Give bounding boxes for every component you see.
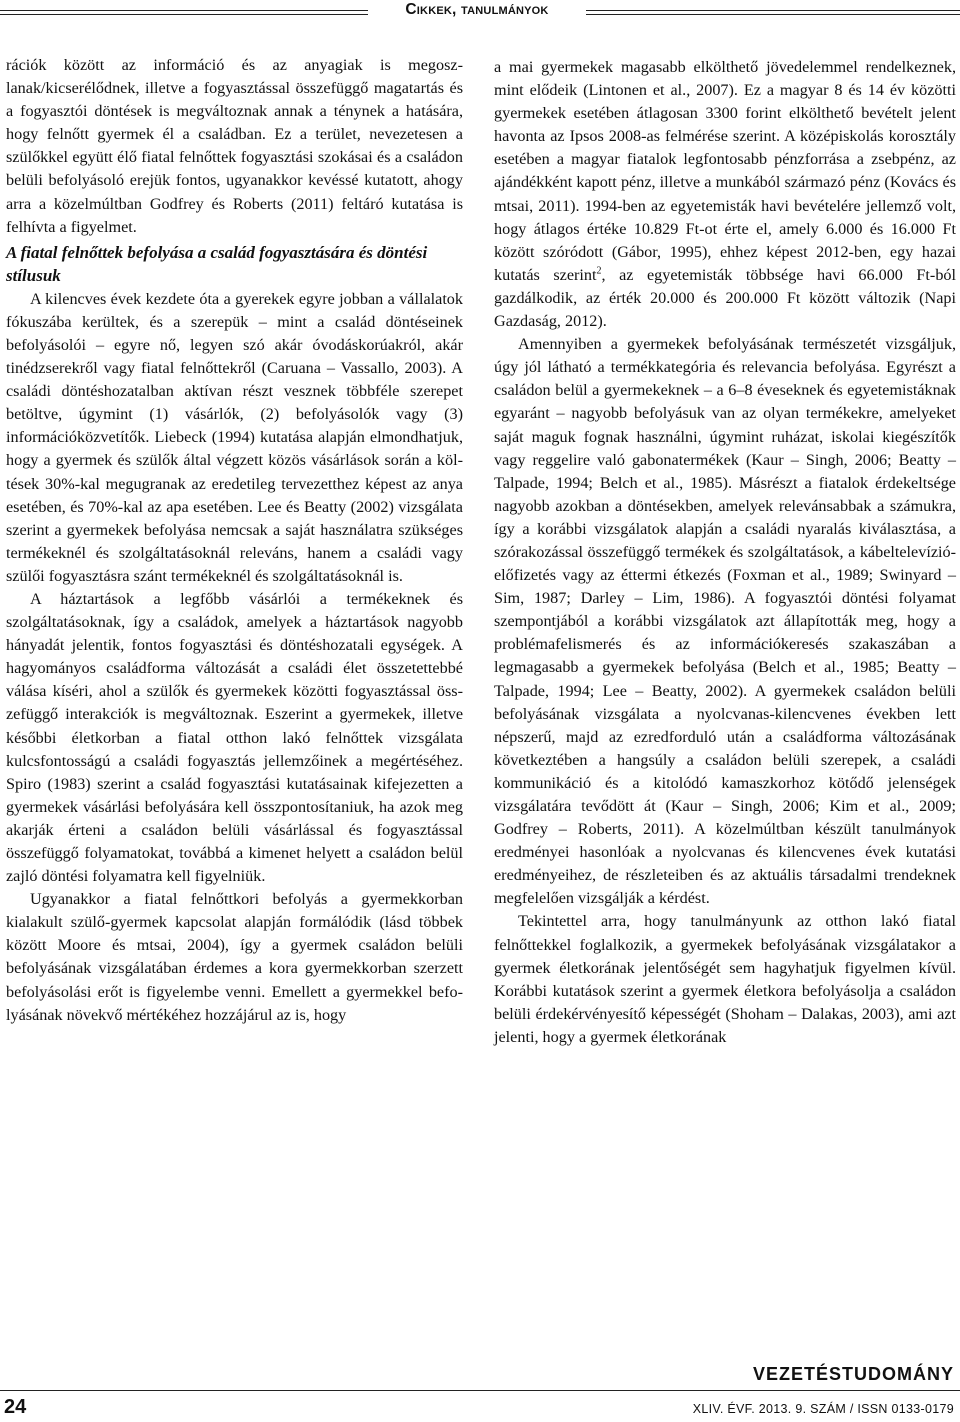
header-rule — [586, 10, 960, 11]
paragraph: A háztartások a legfőbb vásárlói a termékeknek és szolgáltatásoknak, így a családok, amelyek a háztartások nagyobb hányadát jelentik, fontos fogyasztási és döntéshozatali egységek. A hagyományos családforma változását a családi élet összetettebbé válása kíséri, ahol a szülők és gyermekek közötti fogyasztással összefüggő interakciók is megváltoznak. Eszerint a gyermekek, illetve későbbi életkorban a fiatal otthon lakó felnőttek vizsgálata kulcsfontosságú a családi fogyasztás jellemzőinek a megértéséhez. Spiro (1983) szerint a család fogyasztási kutatásainak kifejezetten a gyermekek vásárlási befolyására kell összpontosítaniuk, ha azok meg akarják érteni a családon belüli vásárlással és fogyasztással összefüggő folyamatokat, továbbá a kimenet helyett a családon belül zajló döntési folyamatra kell figyelniük. — [6, 589, 463, 886]
right-column — [494, 56, 956, 1049]
section-heading: A fiatal felnőttek befolyása a család fogyasztására és döntési stílusuk — [6, 242, 428, 286]
footnote-marker: 2 — [596, 265, 602, 277]
left-column — [6, 54, 463, 1027]
issue-info: XLIV. ÉVF. 2013. 9. SZÁM / ISSN 0133-0179 — [692, 1402, 954, 1416]
paragraph: Amennyiben a gyermekek befolyásának természetét vizsgáljuk, úgy jól látható a termékkategória és relevancia befolyása. Egyrészt a családon belül a gyermekeknek – a 6–8 éveseknek és egyetemistáknak egyaránt – nagyobb befolyásuk van az olyan termékekre, amelyeket saját maguk fognak használni, úgymint ruházat, iskolai kiegészítők vagy reggelire való gabonatermékek (Kaur – Singh, 2006; Beatty – Talpade, 1994; Belch et al., 1985). Másrészt a fiatalok érdekeltsége nagyobb azokban a döntésekben, amelyek relevánsabbak a számukra, így a korábbi vizsgálatok alapján a családi nyaralás kiválasztása, a szórakozással összefüggő termékek és szolgáltatások, a kábeltelevízió-előfizetés vagy az éttermi étkezés (Foxman et al., 1989; Swinyard – Sim, 1987; Darley – Lim, 1986). A fogyasztói döntési folyamat szempontjából a korábbi vizsgálatok azt állapították meg, hogy a problémafelismerés és az információkeresés szakaszában a legmagasabb a gyermekek befolyása (Belch et al., 1985; Beatty – Talpade, 1994; Lee – Beatty, 2002). A gyermekek családon belüli befolyásának vizsgálata a nyolcvanas-kilencvenes években lett népszerű, majd az ezredforduló után a családforma változásának következtében a hangsúly a családon belüli szerepek, a családi kommunikáció és a kitolódó kamaszkorhoz kötődő jelenségek vizsgálatára tevődött át (Kaur – Singh, 2006; Kim et al., 2009; Godfrey – Roberts, 2011). A közelmúltban készült tanulmányok eredményei hasonlóak a nyolcvanas és kilencvenes évek kutatási eredményeihez, de részleteiben és az aktuális társadalmi trendeknek megfelelően vizsgálják a kérdést. — [494, 335, 956, 908]
section-title: Cikkek, tanulmányok — [405, 1, 549, 18]
paragraph: Tekintettel arra, hogy tanulmányunk az otthon lakó fiatal felnőttekkel foglalkozik, a gyermekek befolyásának vizsgálatakor a gyermek életkorának jelentőségét sem hagyhatjuk figyelmen kívül. Korábbi kutatások szerint a gyermek életkora befolyásolja a családon belüli érdekérvényesítő képességét (Shoham – Dalakas, 2003), ami azt jelenti, hogy a gyermek életkorának — [494, 912, 956, 1046]
paragraph-text: a mai gyermekek magasabb elkölthető jövedelemmel rendelkeznek, mint elődeik (Lintonen et al., 2007). Ez a magyar 8 és 14 év közötti gyermekek esetében átlagosan 3300 forint elkölthető bevételt jelent havonta az Ipsos 2008-as felmérése szerint. A középiskolás korosztály esetében a magyar fiatalok legfontosabb pénzforrása a zsebpénz, az ajándékként kapott pénz, illetve a munkából származó pénz (Kovács és mtsai, 2011). 1994-ben az egyetemisták havi bevételére jellemző volt, hogy átlagos értéke 10.829 Ft-ot érte el, amely 6.000 és 16.000 Ft között szóródott (Gábor, 1995), ehhez képest 2012-ben, egy hazai kutatás szerint — [494, 58, 956, 284]
page-number: 24 — [4, 1396, 27, 1418]
running-header — [0, 0, 960, 24]
footer-rule — [0, 1390, 960, 1391]
header-rule — [586, 14, 960, 15]
paragraph: rációk között az információ és az anyagiak is megoszlanak/kicserélődnek, illetve a fogyasztással összefüggő magatartás és a fogyasztói döntések is megváltoznak annak a ténynek a hatására, hogy felnőtt gyermek él a családban. Ez a terület, nevezetesen a szülőkkel együtt élő fiatal felnőttek fogyasztási szokásai és a családon belüli befolyásoló erejük fontos, ugyanakkor kevéssé kutatott, ahogy arra a közelmúltban Godfrey és Roberts (2011) feltáró kutatása is felhívta a figyelmet. — [6, 56, 463, 236]
paragraph: A kilencves évek kezdete óta a gyerekek egyre jobban a vállalatok fókuszába kerültek, és a szerepük – mint a család döntéseinek befolyásolói – egyre nő, legyen szó akár óvodáskorúakról, akár tinédzserekről vagy fiatal felnőttekről (Caruana – Vassallo, 2003). A családi döntéshozatalban aktívan részt vesznek többféle szerepet betöltve, úgymint (1) vásárlók, (2) befolyásolók vagy (3) információközvetítők. Liebeck (1994) kutatása alapján elmondhatjuk, hogy a gyermek és szülők által végzett közös vásárlások során a költések 30%-kal megugranak az eredetileg tervezetthez képest az anya esetében, és 70%-kal az apa esetében. Lee és Beatty (2002) vizsgálata szerint a gyermekek befolyása nemcsak a saját használatra szükséges termékeknél és szolgáltatásoknál releváns, hanem a családi vagy szülői fogyasztásra szánt termékeknél és szolgáltatásoknál is. — [6, 289, 463, 585]
header-rule — [0, 10, 368, 11]
header-rule — [0, 14, 368, 15]
paragraph — [494, 56, 956, 333]
paragraph: Ugyanakkor a fiatal felnőttkori befolyás a gyermekkorban kialakult szülő-gyermek kapcsolat alapján formálódik (lásd többek között Moore és mtsai, 2004), így a gyermek családon belüli befolyásának vizsgálatában érdemes a kora gyermekkorban szerzett befolyásolási erőt is figyelembe venni. Emellett a gyermekkel befolyásának növekvő mértékéhez hozzájárul az is, hogy — [6, 890, 463, 1024]
journal-name: VEZETÉSTUDOMÁNY — [752, 1364, 954, 1384]
paragraph-text: , az egyetemisták többsége havi 66.000 Ft-ból gazdálkodik, az érték 20.000 és 200.000 Ft között változik (Napi Gazdaság, 2012). — [494, 265, 957, 331]
